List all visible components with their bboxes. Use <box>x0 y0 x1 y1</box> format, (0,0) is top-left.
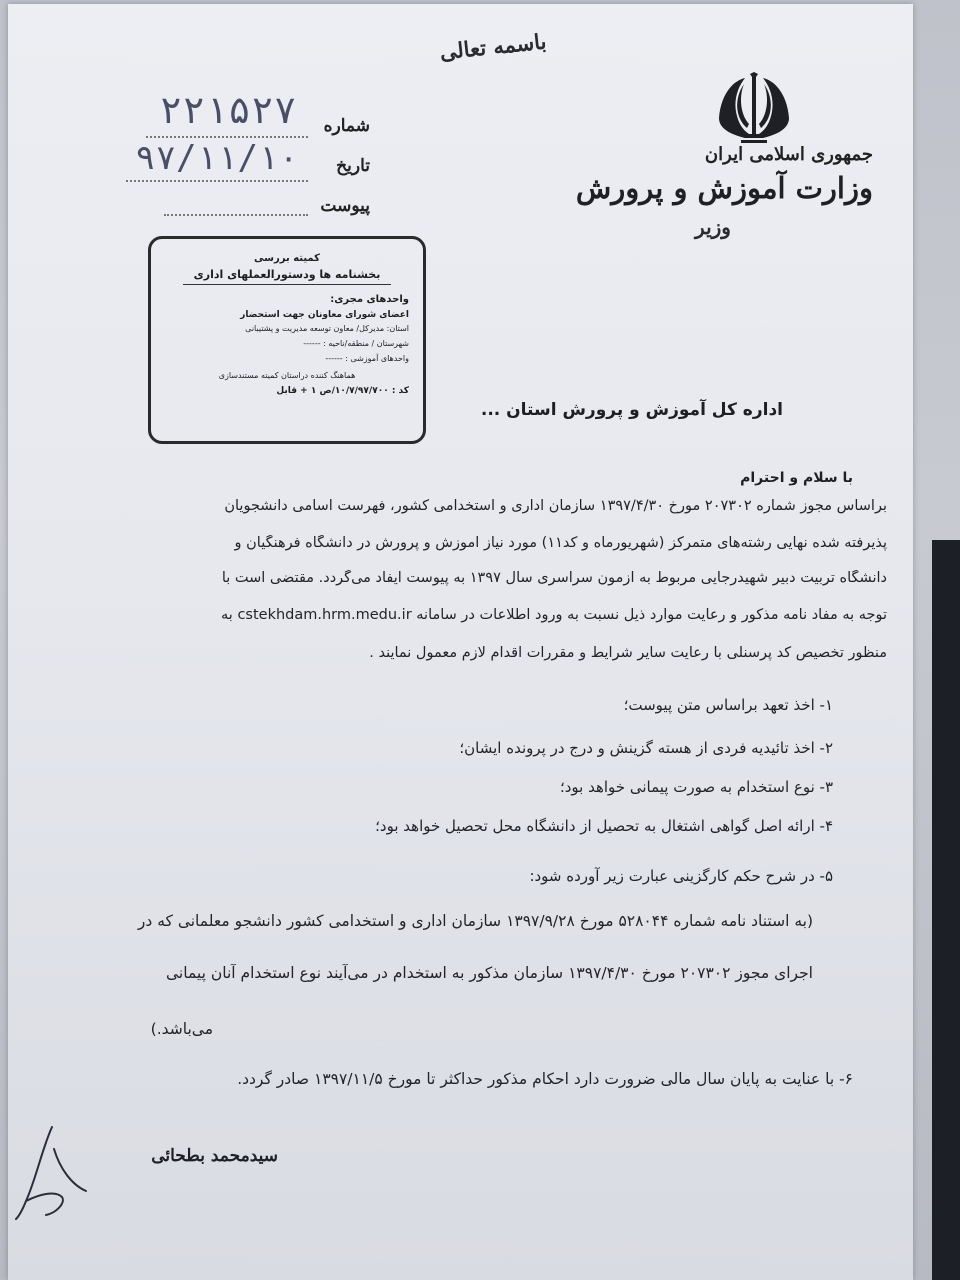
quote-line-3: می‌باشد.) <box>150 1020 213 1038</box>
ministry-title: وزارت آموزش و پرورش <box>575 171 873 205</box>
basmala-heading: باسمه تعالی <box>438 28 548 65</box>
body-line-5: منظور تخصیص کد پرسنلی با رعایت سایر شرایط و مقررات اقدام لازم معمول نمایند . <box>369 645 887 661</box>
stamp-line-2: بخشنامه ها ودستورالعملهای اداری <box>193 268 381 281</box>
quote-line-2: اجرای مجوز ۲۰۷۳۰۲ مورخ ۱۳۹۷/۴/۳۰ سازمان مذکور به استخدام در می‌آیند نوع استخدام آنان پیمانی <box>166 964 813 982</box>
date-label: تاریخ <box>336 156 370 176</box>
handwritten-signature <box>12 1119 102 1229</box>
date-line <box>126 180 308 182</box>
stamp-line-7: واحدهای آموزشی : ------ <box>325 354 409 363</box>
iran-emblem-icon <box>711 72 797 152</box>
date-value: ۹۷/۱۱/۱۰ <box>135 138 299 178</box>
signatory-name: سیدمحمد بطحائی <box>151 1146 278 1166</box>
stamp-line-6: شهرستان / منطقه/ناحیه : ------ <box>303 339 409 348</box>
quote-line-1: (به استناد نامه شماره ۵۲۸۰۴۴ مورخ ۱۳۹۷/۹/۲۸ سازمان اداری و استخدامی کشور دانشجو معلمانی که در <box>137 912 813 930</box>
greeting: با سلام و احترام <box>740 470 853 486</box>
desk-surface <box>932 540 960 1280</box>
number-label: شماره <box>323 116 370 136</box>
ministry-letterhead <box>553 144 873 239</box>
attachment-line <box>164 214 308 216</box>
list-item-2: ۲- اخذ تائیدیه فردی از هسته گزینش و درج در پرونده ایشان؛ <box>459 739 833 757</box>
stamp-line-3: واحدهای مجری: <box>330 294 409 305</box>
stamp-divider <box>183 284 391 285</box>
stamp-line-5: استان: مدیرکل/ معاون توسعه مدیریت و پشتیبانی <box>245 324 409 333</box>
letter-page <box>8 4 913 1280</box>
list-item-4: ۴- ارائه اصل گواهی اشتغال به تحصیل از دانشگاه محل تحصیل خواهد بود؛ <box>375 817 833 835</box>
stamp-line-4: اعضای شورای معاونان جهت استحضار <box>240 310 409 320</box>
body-line-3: دانشگاه تربیت دبیر شهیدرجایی مربوط به آزمون سراسری سال ۱۳۹۷ به پیوست ایفاد می‌گردد. مقتضی است با <box>221 570 887 586</box>
list-item-5: ۵- در شرح حکم کارگزینی عبارت زیر آورده شود: <box>529 867 833 885</box>
list-item-1: ۱- اخذ تعهد براساس متن پیوست؛ <box>623 696 833 714</box>
attachment-label: پیوست <box>320 196 370 216</box>
office-title: وزیر <box>695 215 731 239</box>
stamp-line-9: کد : ۱۰/۷/۹۷/۷۰۰/ص ۱ + قابل <box>276 386 409 396</box>
addressee: اداره کل آموزش و پرورش استان ... <box>480 400 783 420</box>
list-item-6: ۶- با عنایت به پایان سال مالی ضرورت دارد احکام مذکور حداکثر تا مورخ ۱۳۹۷/۱۱/۵ صادر گردد. <box>237 1070 853 1088</box>
body-line-4: توجه به مفاد نامه مذکور و رعایت موارد ذیل نسبت به ورود اطلاعات در سامانه cstekhdam.hrm.medu.ir به <box>221 607 887 623</box>
republic-title: جمهوری اسلامی ایران <box>704 144 873 165</box>
stamp-line-1: کمیته بررسی <box>254 253 320 264</box>
list-item-3: ۳- نوع استخدام به صورت پیمانی خواهد بود؛ <box>559 778 833 796</box>
body-line-2: پذیرفته شده نهایی رشته‌های متمرکز (شهریورماه و کد۱۱) مورد نیاز آموزش و پرورش در دانشگاه فرهنگیان و <box>234 535 887 551</box>
body-line-1: براساس مجوز شماره ۲۰۷۳۰۲ مورخ ۱۳۹۷/۴/۳۰ سازمان اداری و استخدامی کشور، فهرست اسامی دانشجویان <box>224 498 887 514</box>
number-value: ۲۲۱۵۲۷ <box>159 88 297 132</box>
stamp-line-8: هماهنگ کننده دراستان کمیته مستندسازی <box>218 371 356 380</box>
